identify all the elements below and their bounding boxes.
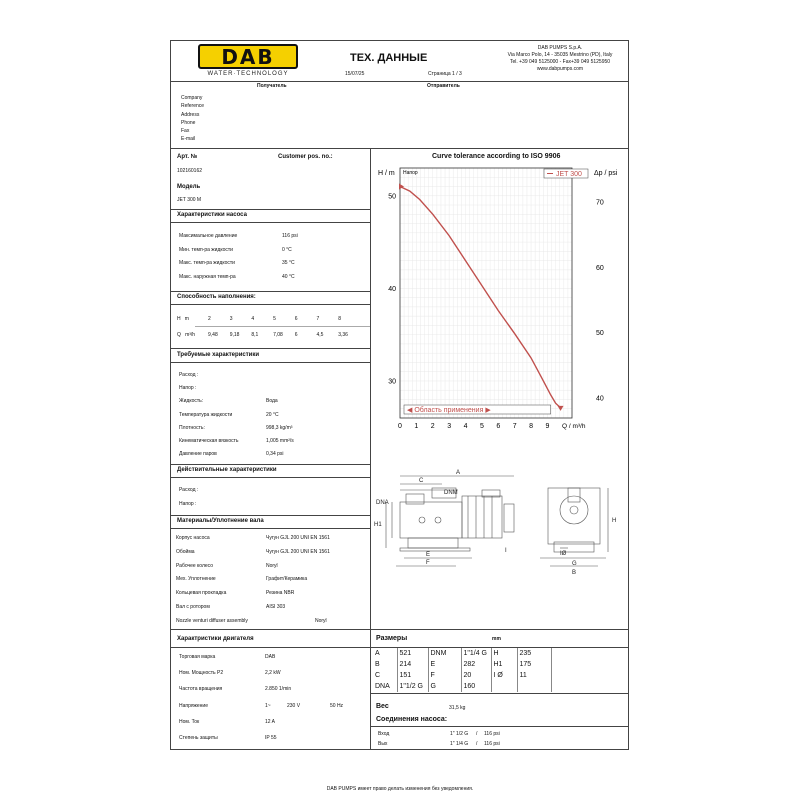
logo-subtitle: WATER·TECHNOLOGY	[207, 71, 289, 77]
recipient-field-label: Phone	[181, 119, 196, 126]
y-tick-label-left: 50	[388, 193, 396, 201]
pump-char-key: Макс. темп-ра жидкости	[179, 260, 235, 266]
mat-key: Кольцевая прокладка	[176, 590, 227, 597]
fill-h-value: 7	[316, 316, 320, 322]
pump-drawing	[372, 462, 627, 582]
dims-cell: 214	[397, 659, 428, 670]
req-value: 20 °C	[266, 411, 279, 418]
sender-label: Отправитель	[427, 83, 460, 89]
mat-key: Обойма	[176, 548, 195, 555]
fill-h-value: 2	[208, 316, 211, 322]
fill-h-symbol: H	[177, 316, 181, 322]
dims-cell: 151	[397, 670, 428, 681]
act-key: Напор :	[179, 500, 197, 507]
x-tick-label: 8	[529, 423, 534, 430]
pump-drawing-svg	[372, 462, 627, 582]
mat-value: Чугун GJL 200 UNI EN 1561	[266, 535, 330, 541]
recipient-field-label: E-mail	[181, 136, 196, 143]
pump-char-value: 0 °C	[282, 246, 292, 253]
motor-key: Ном. Ток	[179, 718, 200, 725]
pump-char-value: 40 °C	[282, 273, 295, 280]
pump-char-value: 35 °C	[282, 260, 295, 266]
dims-cell: G	[428, 681, 461, 692]
fill-h-value: 8	[338, 316, 341, 322]
fill-q-value: 6	[294, 332, 298, 338]
recipient-label: Получатель	[257, 83, 287, 89]
y-axis-label-right: Δp / psi	[594, 170, 618, 177]
dims-cell: DNA	[373, 681, 397, 692]
req-key: Температура жидкости	[179, 411, 233, 418]
x-tick-label: 5	[479, 423, 484, 430]
fill-q-value: 4,5	[316, 332, 324, 338]
dims-cell: 11	[517, 670, 551, 681]
dims-cell: H1	[491, 659, 517, 670]
dims-cell: B	[373, 659, 397, 670]
dims-cell: A	[373, 648, 397, 659]
dims-cell: C	[373, 670, 397, 681]
conn-pressure: 116 psi	[484, 731, 500, 737]
fill-h-value: 4	[251, 316, 255, 322]
dims-unit: mm	[492, 636, 501, 642]
company-web: www.dabpumps.com	[536, 66, 584, 72]
company-address: Via Marco Polo, 14 - 35035 Mestrino (PD), Italy	[507, 52, 613, 58]
y-tick-label-left: 30	[388, 378, 396, 386]
recipient-fields	[181, 94, 204, 144]
logo-box	[198, 44, 298, 69]
mat-value: Noryl	[315, 617, 327, 624]
dims-cell: 20	[461, 670, 491, 681]
dims-cell	[517, 681, 551, 692]
motor-key: Ном. Мощность P2	[179, 670, 224, 677]
mat-title: Материалы/Уплотнение вала	[177, 518, 264, 524]
dim-label-e: E	[426, 552, 431, 558]
fill-q-value: 8,1	[251, 332, 259, 338]
y-tick-label-right: 40	[596, 395, 604, 403]
conn-pressure: 116 psi	[484, 741, 500, 747]
model-value: JET 300 M	[177, 197, 202, 203]
fill-h-value: 5	[273, 316, 276, 322]
footer-note: DAB PUMPS имеет право делать изменения без уведомления.	[326, 786, 474, 792]
motor-title: Характристики двигателя	[177, 636, 254, 642]
fill-title: Способность наполнения:	[177, 294, 256, 300]
req-value: 1,005 mm²/s	[266, 438, 294, 444]
mat-value: Резина NBR	[266, 590, 295, 597]
fill-h-value: 3	[229, 316, 233, 322]
dims-cell: 175	[517, 659, 551, 670]
conn-sep: /	[476, 731, 478, 737]
dim-label-a: A	[456, 470, 461, 476]
art-number: 102160162	[177, 168, 203, 174]
series-line	[400, 187, 561, 408]
dim-label-g: G	[572, 561, 577, 567]
curve-end-marker	[558, 406, 564, 411]
x-tick-label: 9	[545, 423, 550, 430]
weight-label: Вес	[376, 703, 389, 710]
x-tick-label: 2	[430, 423, 435, 430]
legend-label: JET 300	[556, 171, 582, 178]
req-value: 998,3 kg/m³	[266, 424, 293, 431]
dim-label-dnm: DNM	[444, 490, 458, 496]
customer-pos-label: Customer pos. no.:	[278, 154, 333, 160]
motor-key: Напряжение	[179, 702, 208, 709]
company-name: DAB PUMPS S.p.A.	[537, 45, 583, 51]
page-number: Страница 1 / 3	[428, 71, 462, 77]
dim-label-dna: DNA	[376, 500, 389, 506]
dims-row	[373, 648, 551, 659]
inner-label: Напор	[403, 170, 418, 176]
motor-key: Торговая марка	[179, 654, 216, 660]
motor-key: Степень защиты	[179, 735, 218, 741]
fill-h-value: 6	[294, 316, 298, 322]
dims-cell	[491, 681, 517, 692]
req-key: Расход :	[179, 372, 199, 378]
conn-sep: /	[476, 741, 478, 747]
dims-row	[373, 681, 551, 692]
x-axis-label: Q / m³/h	[562, 423, 586, 430]
dims-cell: 235	[517, 648, 551, 659]
dims-table	[373, 648, 552, 692]
dims-cell: I Ø	[491, 670, 517, 681]
fill-q-value: 9,18	[229, 332, 240, 338]
dims-cell: H	[491, 648, 517, 659]
req-key: Напор :	[179, 385, 197, 392]
dims-cell: 1"1/2 G	[397, 681, 428, 692]
req-value: 0,34 psi	[266, 451, 284, 458]
chart-panel	[372, 150, 627, 435]
x-tick-label: 7	[512, 423, 517, 430]
recipient-field-label: Reference	[181, 103, 205, 110]
fill-h-unit: m	[184, 316, 189, 322]
conn-value: 1" 1/2 G	[450, 731, 469, 737]
req-key: Кинематическая вязкость	[179, 438, 239, 444]
y-tick-label-right: 70	[596, 199, 604, 207]
pump-char-key: Макс. наружная темп-ра	[179, 273, 236, 280]
y-tick-label-right: 50	[596, 330, 604, 338]
dims-cell: 160	[461, 681, 491, 692]
req-title: Требуемые характеристики	[177, 352, 260, 358]
mat-key: Рабочее колесо	[176, 562, 213, 569]
fill-q-value: 3,36	[338, 332, 348, 338]
weight-value: 31,5 kg	[449, 705, 466, 711]
conn-key: Вход	[378, 731, 390, 737]
recipient-field-label: Fax	[181, 128, 190, 135]
dims-cell: F	[428, 670, 461, 681]
doc-date: 15/07/25	[345, 71, 365, 77]
performance-chart	[372, 150, 627, 432]
chart-title: Curve tolerance according to ISO 9906	[432, 153, 561, 160]
logo-text: DAB	[221, 45, 275, 69]
mat-value: Noryl	[266, 562, 278, 569]
req-key: Давление паров	[179, 451, 217, 458]
req-value: Вода	[266, 398, 278, 405]
y-tick-label-left: 40	[388, 285, 396, 293]
company-block	[495, 45, 625, 73]
y-tick-label-right: 60	[596, 264, 604, 272]
pump-char-key: Максимальное давление	[179, 233, 238, 239]
dims-cell: DNM	[428, 648, 461, 659]
mat-value: Чугун GJL 200 UNI EN 1561	[266, 548, 330, 555]
x-tick-label: 1	[414, 423, 419, 430]
req-key: Жидкость:	[179, 398, 204, 405]
fill-q-value: 9,48	[208, 332, 218, 338]
motor-value: 2,2 kW	[265, 670, 281, 677]
logo	[196, 44, 300, 78]
model-label: Модель	[177, 184, 201, 190]
req-key: Плотность:	[179, 424, 205, 431]
mat-value: Графит/Керамика	[266, 576, 308, 583]
mat-key: Nozzle venturi diffuser assembly	[176, 617, 248, 624]
dim-label-f: F	[426, 560, 430, 566]
conn-key: Вых	[378, 741, 388, 747]
dim-label-c: C	[419, 478, 424, 484]
motor-value3: 50 Hz	[330, 702, 344, 709]
dims-cell: 282	[461, 659, 491, 670]
mat-key: Вал с ротором	[176, 604, 210, 610]
act-title: Действительные характеристики	[177, 467, 277, 473]
conn-title: Соединения насоса:	[376, 716, 448, 723]
motor-value: IP 55	[265, 735, 277, 741]
art-label: Арт. №	[177, 154, 198, 160]
dims-row	[373, 670, 551, 681]
conn-value: 1" 1/4 G	[450, 741, 469, 747]
dims-cell: 1"1/4 G	[461, 648, 491, 659]
act-key: Расход :	[179, 487, 199, 493]
company-tel: Tel. +39 049 5125000 - Fax+39 049 5125950	[509, 59, 611, 65]
dim-label-i-diam: IØ	[560, 551, 567, 557]
x-tick-label: 0	[398, 423, 402, 430]
fill-q-label	[177, 332, 195, 338]
fill-h-label	[177, 316, 189, 322]
dim-label-b: B	[572, 570, 577, 576]
motor-key: Частота вращения	[179, 686, 223, 693]
dim-label-h1: H1	[374, 522, 382, 528]
mat-key: Мех. Уплотнение	[176, 576, 216, 583]
dim-label-h: H	[612, 518, 617, 524]
doc-title: ТЕХ. ДАННЫЕ	[350, 52, 428, 64]
x-tick-label: 3	[447, 423, 452, 430]
mat-value: AISI 303	[266, 604, 286, 610]
mat-key: Корпус насоса	[176, 535, 210, 541]
motor-value: DAB	[265, 654, 276, 660]
y-axis-label-left: H / m	[378, 170, 395, 177]
motor-value2: 230 V	[287, 702, 301, 709]
motor-value: 1~	[265, 702, 271, 709]
recipient-field-label: Address	[181, 111, 200, 118]
dim-label-i: I	[505, 548, 507, 554]
fill-q-unit: m³/h	[185, 332, 196, 338]
pump-char-value: 116 psi	[282, 233, 298, 239]
motor-value: 12 A	[265, 718, 276, 725]
pump-char-key: Мин. темп-ра жидкости	[179, 246, 233, 253]
range-label: ◀ Область применения ▶	[407, 407, 491, 414]
recipient-field-label: Company	[181, 95, 203, 101]
pump-char-title: Характеристики насоса	[177, 212, 247, 218]
dims-cell: 521	[397, 648, 428, 659]
dims-title: Размеры	[376, 635, 408, 642]
dims-cell: E	[428, 659, 461, 670]
fill-q-symbol: Q	[177, 332, 181, 338]
x-tick-label: 4	[463, 423, 468, 430]
motor-value: 2.850 1/min	[265, 686, 292, 693]
x-tick-label: 6	[496, 423, 501, 430]
dims-row	[373, 659, 551, 670]
fill-q-value: 7,08	[273, 332, 283, 338]
